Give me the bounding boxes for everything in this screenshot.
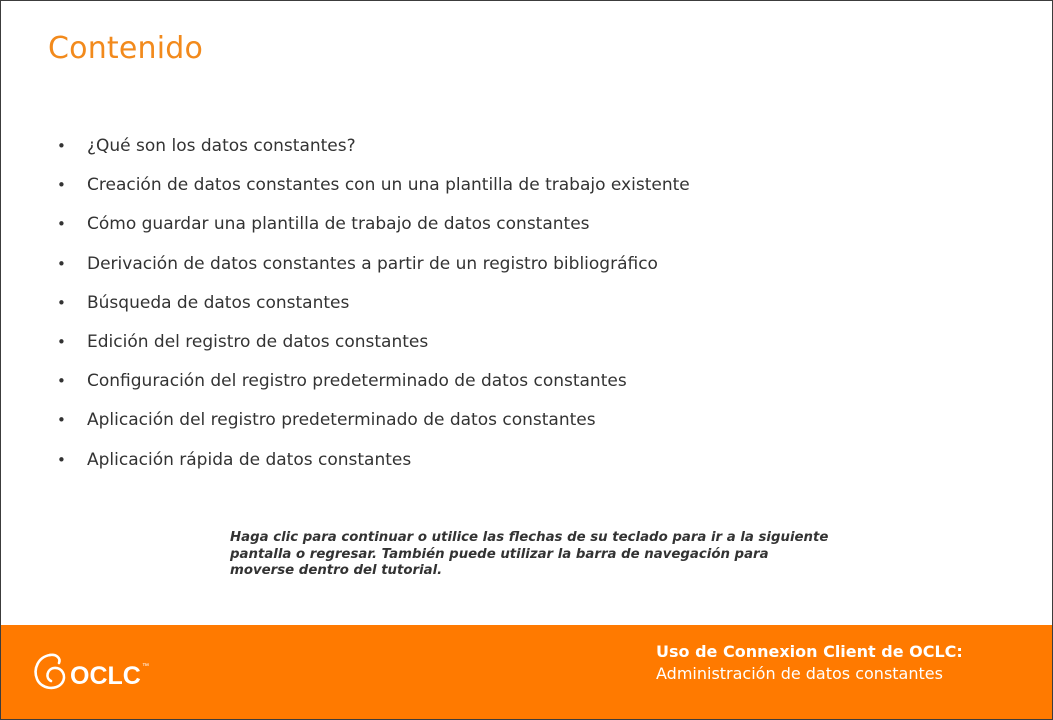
bullet-icon: • bbox=[57, 372, 66, 391]
oclc-swirl-icon bbox=[36, 655, 64, 688]
list-item bbox=[57, 167, 690, 206]
bullet-icon: • bbox=[57, 332, 66, 351]
footer-course-subtitle: Administración de datos constantes bbox=[656, 664, 943, 683]
list-item-label: Aplicación del registro predeterminado de datos constantes bbox=[87, 410, 596, 431]
list-item bbox=[57, 285, 690, 324]
list-item bbox=[57, 206, 690, 245]
list-item-label: Edición del registro de datos constantes bbox=[87, 331, 429, 352]
list-item-label: Cómo guardar una plantilla de trabajo de datos constantes bbox=[87, 214, 590, 235]
footer-bar bbox=[1, 625, 1053, 720]
bullet-icon: • bbox=[57, 215, 66, 234]
footer-course-title: Uso de Connexion Client de OCLC: bbox=[656, 642, 963, 661]
list-item-label: ¿Qué son los datos constantes? bbox=[87, 136, 356, 156]
list-item bbox=[57, 442, 690, 481]
bullet-icon: • bbox=[57, 293, 66, 312]
slide-title: Contenido bbox=[48, 31, 204, 66]
trademark-symbol: ™ bbox=[142, 663, 149, 670]
contents-list bbox=[57, 128, 690, 481]
oclc-logo-text: OCLC bbox=[70, 662, 141, 690]
list-item-label: Búsqueda de datos constantes bbox=[87, 292, 350, 313]
bullet-icon: • bbox=[57, 450, 66, 469]
navigation-instructions: Haga clic para continuar o utilice las flechas de su teclado para ir a la siguiente pantalla o regresar. También puede utilizar la barra de navegación para moverse dentro del tutorial. bbox=[230, 530, 829, 578]
bullet-icon: • bbox=[57, 254, 66, 273]
list-item bbox=[57, 128, 690, 167]
bullet-icon: • bbox=[57, 176, 66, 195]
list-item bbox=[57, 246, 690, 285]
list-item-label: Creación de datos constantes con un una plantilla de trabajo existente bbox=[87, 175, 690, 196]
bullet-icon: • bbox=[57, 137, 66, 155]
list-item bbox=[57, 363, 690, 402]
list-item bbox=[57, 402, 690, 441]
bullet-icon: • bbox=[57, 411, 66, 430]
list-item-label: Derivación de datos constantes a partir de un registro bibliográfico bbox=[87, 253, 658, 274]
list-item-label: Aplicación rápida de datos constantes bbox=[87, 449, 412, 470]
oclc-logo bbox=[32, 647, 162, 697]
list-item-label: Configuración del registro predeterminado de datos constantes bbox=[87, 371, 627, 392]
list-item bbox=[57, 324, 690, 363]
